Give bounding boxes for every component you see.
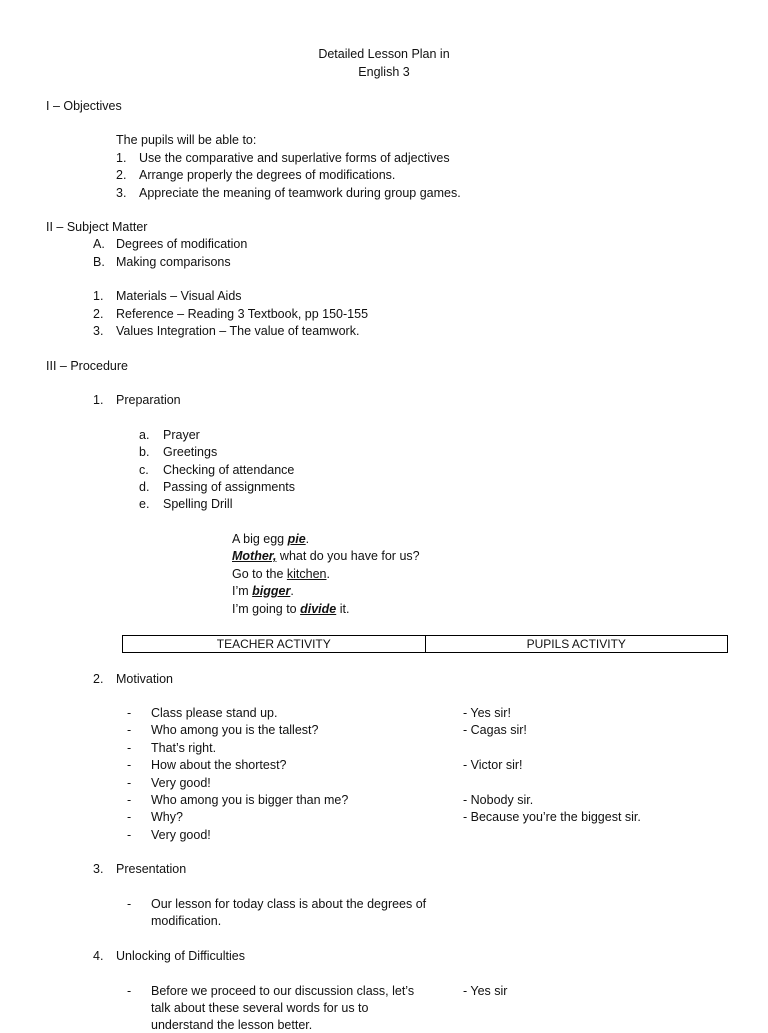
teacher-activity-header: TEACHER ACTIVITY — [123, 636, 426, 652]
pupil-line: - Nobody sir. — [463, 793, 534, 807]
presentation-num: 3. — [93, 862, 104, 876]
list-dash: - — [127, 758, 132, 772]
subject-matter-heading: II – Subject Matter — [46, 220, 148, 234]
teacher-line: Who among you is bigger than me? — [151, 793, 349, 807]
presentation-line-2: modification. — [151, 914, 222, 928]
teacher-line: How about the shortest? — [151, 758, 287, 772]
subject-a-text: Degrees of modification — [116, 237, 248, 251]
doc-title-line2: English 3 — [358, 65, 410, 79]
subject-1-num: 1. — [93, 289, 104, 303]
objective-2-text: Arrange properly the degrees of modifications. — [139, 168, 396, 182]
pupil-line: - Victor sir! — [463, 758, 523, 772]
subject-b-num: B. — [93, 255, 105, 269]
doc-title-line1: Detailed Lesson Plan in — [318, 47, 450, 61]
prep-b-text: Greetings — [163, 445, 218, 459]
teacher-line: Very good! — [151, 828, 211, 842]
subject-2-num: 2. — [93, 307, 104, 321]
prep-d-text: Passing of assignments — [163, 480, 296, 494]
subject-b-text: Making comparisons — [116, 255, 231, 269]
motivation-title: Motivation — [116, 672, 173, 686]
prep-b-num: b. — [139, 445, 150, 459]
prep-c-num: c. — [139, 463, 149, 477]
teacher-line: Class please stand up. — [151, 706, 278, 720]
presentation-line-1: Our lesson for today class is about the degrees of — [151, 897, 427, 911]
prep-e-text: Spelling Drill — [163, 497, 233, 511]
objective-1-text: Use the comparative and superlative forms of adjectives — [139, 151, 450, 165]
list-dash: - — [127, 793, 132, 807]
list-dash: - — [127, 984, 132, 998]
pupil-line: - Yes sir! — [463, 706, 511, 720]
list-dash: - — [127, 897, 132, 911]
objective-1-num: 1. — [116, 151, 127, 165]
subject-3-text: Values Integration – The value of teamwork. — [116, 324, 360, 338]
prep-c-text: Checking of attendance — [163, 463, 295, 477]
subject-2-text: Reference – Reading 3 Textbook, pp 150-155 — [116, 307, 369, 321]
list-dash: - — [127, 706, 132, 720]
procedure-heading: III – Procedure — [46, 359, 128, 373]
drill-line-4: I’m bigger. — [232, 584, 294, 598]
teacher-line: Very good! — [151, 776, 211, 790]
teacher-line: That’s right. — [151, 741, 217, 755]
subject-3-num: 3. — [93, 324, 104, 338]
prep-e-num: e. — [139, 497, 150, 511]
prep-a-text: Prayer — [163, 428, 200, 442]
subject-1-text: Materials – Visual Aids — [116, 289, 242, 303]
prep-d-num: d. — [139, 480, 150, 494]
subject-a-num: A. — [93, 237, 105, 251]
list-dash: - — [127, 741, 132, 755]
preparation-num: 1. — [93, 393, 104, 407]
preparation-title: Preparation — [116, 393, 181, 407]
prep-a-num: a. — [139, 428, 150, 442]
unlocking-pupil-line: - Yes sir — [463, 984, 508, 998]
list-dash: - — [127, 810, 132, 824]
unlocking-line-3: understand the lesson better. — [151, 1018, 313, 1032]
motivation-num: 2. — [93, 672, 104, 686]
drill-line-5: I’m going to divide it. — [232, 602, 350, 616]
objectives-heading: I – Objectives — [46, 99, 122, 113]
activity-table-header — [122, 635, 728, 653]
pupil-line: - Cagas sir! — [463, 723, 527, 737]
objective-2-num: 2. — [116, 168, 127, 182]
unlocking-line-2: talk about these several words for us to — [151, 1001, 369, 1015]
unlocking-title: Unlocking of Difficulties — [116, 949, 245, 963]
list-dash: - — [127, 828, 132, 842]
drill-line-2: Mother, what do you have for us? — [232, 549, 420, 563]
objectives-intro: The pupils will be able to: — [116, 133, 257, 147]
list-dash: - — [127, 776, 132, 790]
pupils-activity-header: PUPILS ACTIVITY — [526, 637, 626, 651]
unlocking-num: 4. — [93, 949, 104, 963]
list-dash: - — [127, 723, 132, 737]
pupil-line: - Because you’re the biggest sir. — [463, 810, 641, 824]
objective-3-num: 3. — [116, 186, 127, 200]
drill-line-3: Go to the kitchen. — [232, 567, 330, 581]
drill-line-1: A big egg pie. — [232, 532, 310, 546]
objective-3-text: Appreciate the meaning of teamwork during group games. — [139, 186, 461, 200]
teacher-line: Who among you is the tallest? — [151, 723, 319, 737]
teacher-line: Why? — [151, 810, 183, 824]
unlocking-line-1: Before we proceed to our discussion class, let’s — [151, 984, 415, 998]
presentation-title: Presentation — [116, 862, 187, 876]
